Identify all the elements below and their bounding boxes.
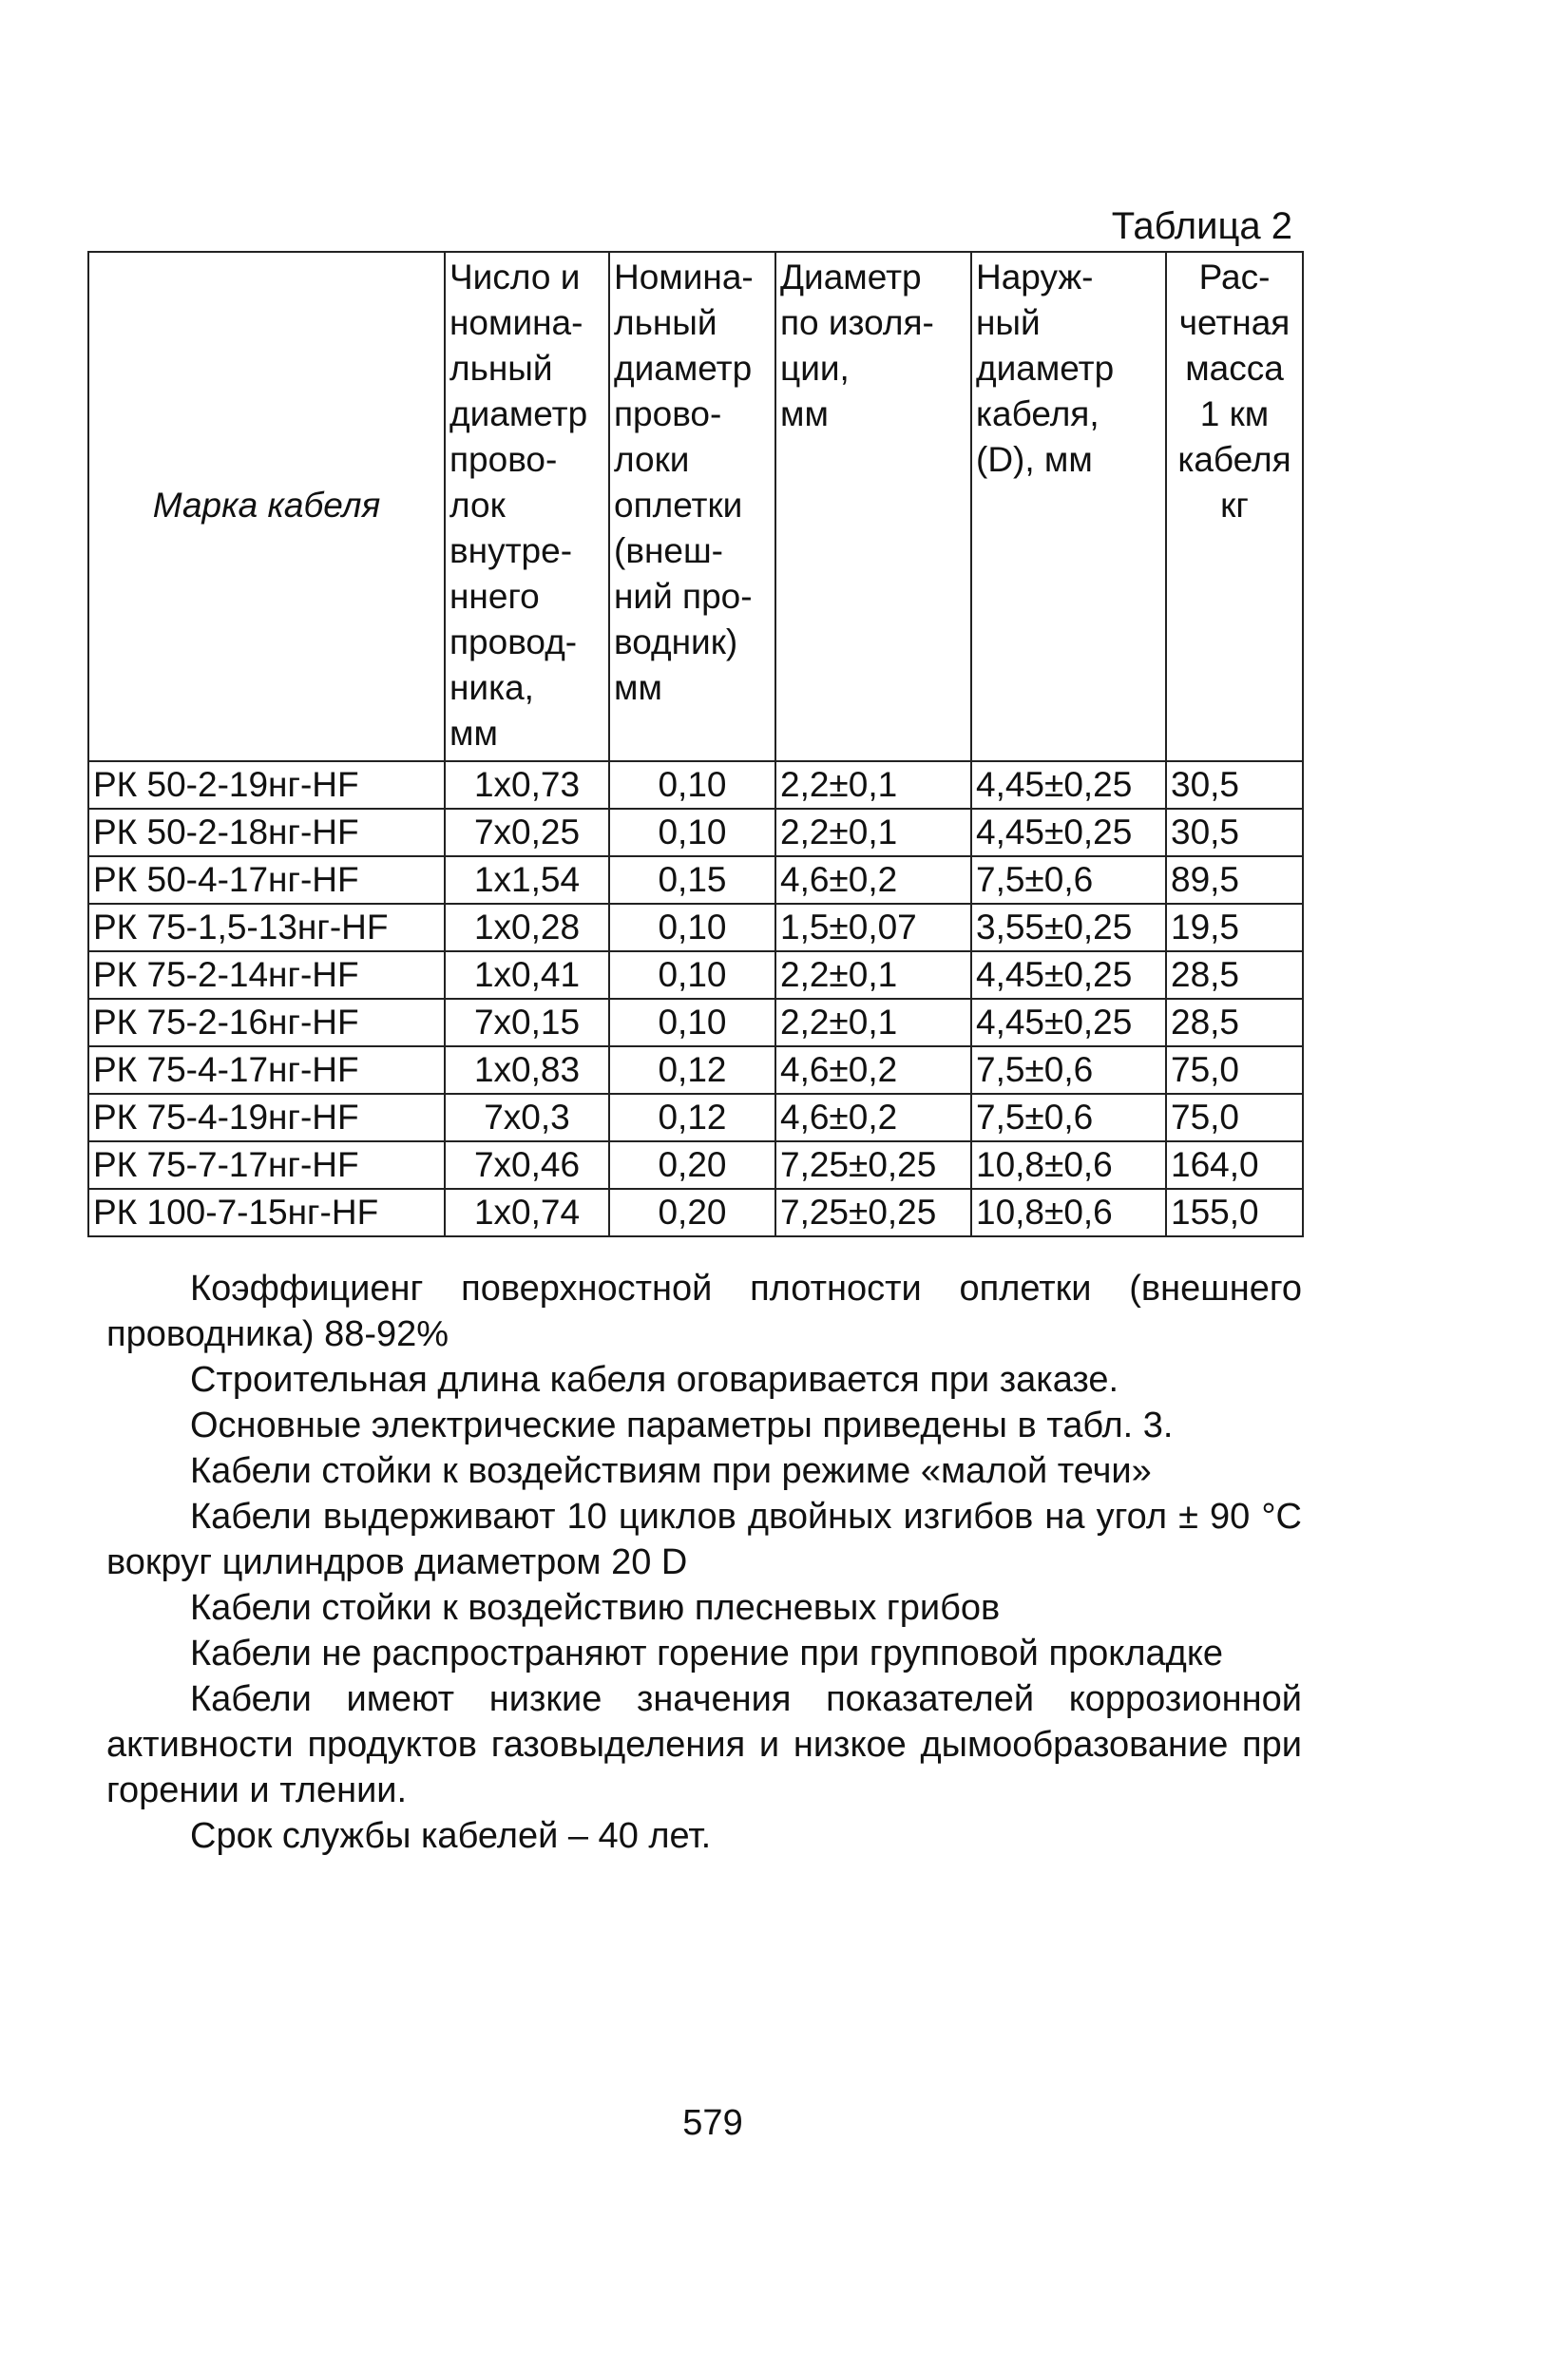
header-line: масса (1185, 349, 1284, 388)
cell-outer: 4,45±0,25 (971, 809, 1166, 856)
cell-mass: 30,5 (1166, 761, 1303, 809)
table-row (88, 999, 1303, 1046)
cell-brand: РК 75-2-16нг-HF (88, 999, 445, 1046)
cell-outer: 7,5±0,6 (971, 1046, 1166, 1094)
cable-spec-table (87, 251, 1304, 1237)
paragraph: Кабели выдерживают 10 циклов двойных изгибов на угол ± 90 °С вокруг цилиндров диаметром 20 D (106, 1497, 1302, 1582)
cell-insulation: 4,6±0,2 (775, 1094, 971, 1141)
cell-outer: 4,45±0,25 (971, 999, 1166, 1046)
header-line: льный (614, 303, 717, 342)
paragraph: Кабели имеют низкие значения показателей коррозионной активности продуктов газовыделения и низкое дымообразование при горении и тлении. (106, 1679, 1302, 1810)
header-line: ника, (449, 668, 534, 707)
header-line: 1 км (1199, 394, 1270, 433)
paragraph: Кабели стойки к воздействиям при режиме «малой течи» (190, 1451, 1152, 1491)
cell-braid: 0,10 (609, 999, 775, 1046)
cell-mass: 164,0 (1166, 1141, 1303, 1189)
header-line: прово- (614, 394, 722, 433)
cell-inner: 1х0,28 (445, 904, 609, 951)
header-line: (внеш- (614, 531, 723, 570)
header-line: четная (1178, 303, 1291, 342)
header-inner-conductor (445, 252, 609, 761)
paragraph: Строительная длина кабеля оговаривается при заказе. (190, 1360, 1119, 1400)
header-line: Число и (449, 258, 581, 296)
cell-mass: 89,5 (1166, 856, 1303, 904)
cell-insulation: 2,2±0,1 (775, 761, 971, 809)
header-brand: Марка кабеля (88, 252, 445, 761)
cell-inner: 1х0,83 (445, 1046, 609, 1094)
paragraph: Коэффициенг поверхностной плотности оплетки (внешнего проводника) 88-92% (106, 1269, 1302, 1354)
header-insulation-diameter (775, 252, 971, 761)
cell-insulation: 1,5±0,07 (775, 904, 971, 951)
cell-braid: 0,10 (609, 904, 775, 951)
cell-inner: 1х0,73 (445, 761, 609, 809)
header-line: Рас- (1198, 258, 1271, 296)
cell-brand: РК 75-4-19нг-HF (88, 1094, 445, 1141)
header-line: диаметр (449, 394, 588, 433)
cell-brand: РК 75-7-17нг-HF (88, 1141, 445, 1189)
cell-insulation: 7,25±0,25 (775, 1141, 971, 1189)
header-line: диаметр (614, 349, 753, 388)
header-line: оплетки (614, 486, 743, 525)
header-line: локи (614, 440, 690, 479)
paragraph: Срок службы кабелей – 40 лет. (190, 1816, 712, 1856)
cell-brand: РК 100-7-15нг-HF (88, 1189, 445, 1236)
paragraph: Основные электрические параметры приведены в табл. 3. (190, 1406, 1174, 1445)
header-line: ный (976, 303, 1041, 342)
cell-mass: 28,5 (1166, 951, 1303, 999)
header-outer-diameter (971, 252, 1166, 761)
cell-insulation: 4,6±0,2 (775, 1046, 971, 1094)
cell-insulation: 2,2±0,1 (775, 999, 971, 1046)
cell-braid: 0,10 (609, 809, 775, 856)
table-row (88, 1046, 1303, 1094)
cell-mass: 19,5 (1166, 904, 1303, 951)
cell-inner: 7х0,46 (445, 1141, 609, 1189)
cell-outer: 10,8±0,6 (971, 1141, 1166, 1189)
header-line: ции, (780, 349, 850, 388)
cell-insulation: 2,2±0,1 (775, 951, 971, 999)
table-row (88, 809, 1303, 856)
page-number: 579 (682, 2103, 743, 2143)
header-line: Диаметр (780, 258, 922, 296)
header-line: кабеля (1177, 440, 1291, 479)
body-text (106, 1266, 1302, 1859)
header-line: ний про- (614, 577, 753, 616)
cell-braid: 0,12 (609, 1094, 775, 1141)
cell-outer: 4,45±0,25 (971, 951, 1166, 999)
cell-mass: 155,0 (1166, 1189, 1303, 1236)
cell-brand: РК 75-1,5-13нг-HF (88, 904, 445, 951)
header-line: кг (1220, 486, 1249, 525)
header-line: ннего (449, 577, 540, 616)
cell-outer: 7,5±0,6 (971, 856, 1166, 904)
header-line: мм (614, 668, 662, 707)
header-braid-wire (609, 252, 775, 761)
cell-insulation: 2,2±0,1 (775, 809, 971, 856)
cell-brand: РК 50-4-17нг-HF (88, 856, 445, 904)
cell-inner: 7х0,25 (445, 809, 609, 856)
cell-inner: 1х0,41 (445, 951, 609, 999)
cell-insulation: 4,6±0,2 (775, 856, 971, 904)
header-line: мм (449, 714, 498, 753)
cell-braid: 0,10 (609, 761, 775, 809)
cell-insulation: 7,25±0,25 (775, 1189, 971, 1236)
header-line: Номина- (614, 258, 754, 296)
header-line: внутре- (449, 531, 573, 570)
header-line: номина- (449, 303, 583, 342)
cell-brand: РК 75-4-17нг-HF (88, 1046, 445, 1094)
cell-mass: 75,0 (1166, 1046, 1303, 1094)
table-header-row (88, 252, 1303, 761)
header-line: (D), мм (976, 440, 1093, 479)
table-row (88, 856, 1303, 904)
cell-outer: 4,45±0,25 (971, 761, 1166, 809)
header-mass (1166, 252, 1303, 761)
header-line: лок (449, 486, 506, 525)
cell-brand: РК 75-2-14нг-HF (88, 951, 445, 999)
header-line: диаметр (976, 349, 1115, 388)
cell-mass: 30,5 (1166, 809, 1303, 856)
cell-braid: 0,10 (609, 951, 775, 999)
cell-braid: 0,12 (609, 1046, 775, 1094)
header-line: кабеля, (976, 394, 1100, 433)
header-line: льный (449, 349, 553, 388)
header-line: по изоля- (780, 303, 934, 342)
header-line: мм (780, 394, 829, 433)
table-row (88, 1094, 1303, 1141)
cell-braid: 0,20 (609, 1141, 775, 1189)
header-line: Наруж- (976, 258, 1094, 296)
cell-braid: 0,20 (609, 1189, 775, 1236)
table-row (88, 1141, 1303, 1189)
cell-braid: 0,15 (609, 856, 775, 904)
table-row (88, 951, 1303, 999)
paragraph: Кабели не распространяют горение при групповой прокладке (190, 1634, 1224, 1674)
header-line: прово- (449, 440, 558, 479)
cell-mass: 75,0 (1166, 1094, 1303, 1141)
cell-inner: 1х0,74 (445, 1189, 609, 1236)
header-line: провод- (449, 622, 578, 661)
cell-inner: 7х0,3 (445, 1094, 609, 1141)
cell-outer: 10,8±0,6 (971, 1189, 1166, 1236)
table-caption: Таблица 2 (1111, 205, 1292, 247)
cell-mass: 28,5 (1166, 999, 1303, 1046)
table-row (88, 761, 1303, 809)
cell-inner: 1х1,54 (445, 856, 609, 904)
table-row (88, 1189, 1303, 1236)
paragraph: Кабели стойки к воздействию плесневых грибов (190, 1588, 1001, 1628)
cell-outer: 7,5±0,6 (971, 1094, 1166, 1141)
cell-inner: 7х0,15 (445, 999, 609, 1046)
cell-brand: РК 50-2-19нг-HF (88, 761, 445, 809)
header-line: водник) (614, 622, 738, 661)
table-row (88, 904, 1303, 951)
cell-brand: РК 50-2-18нг-HF (88, 809, 445, 856)
cell-outer: 3,55±0,25 (971, 904, 1166, 951)
